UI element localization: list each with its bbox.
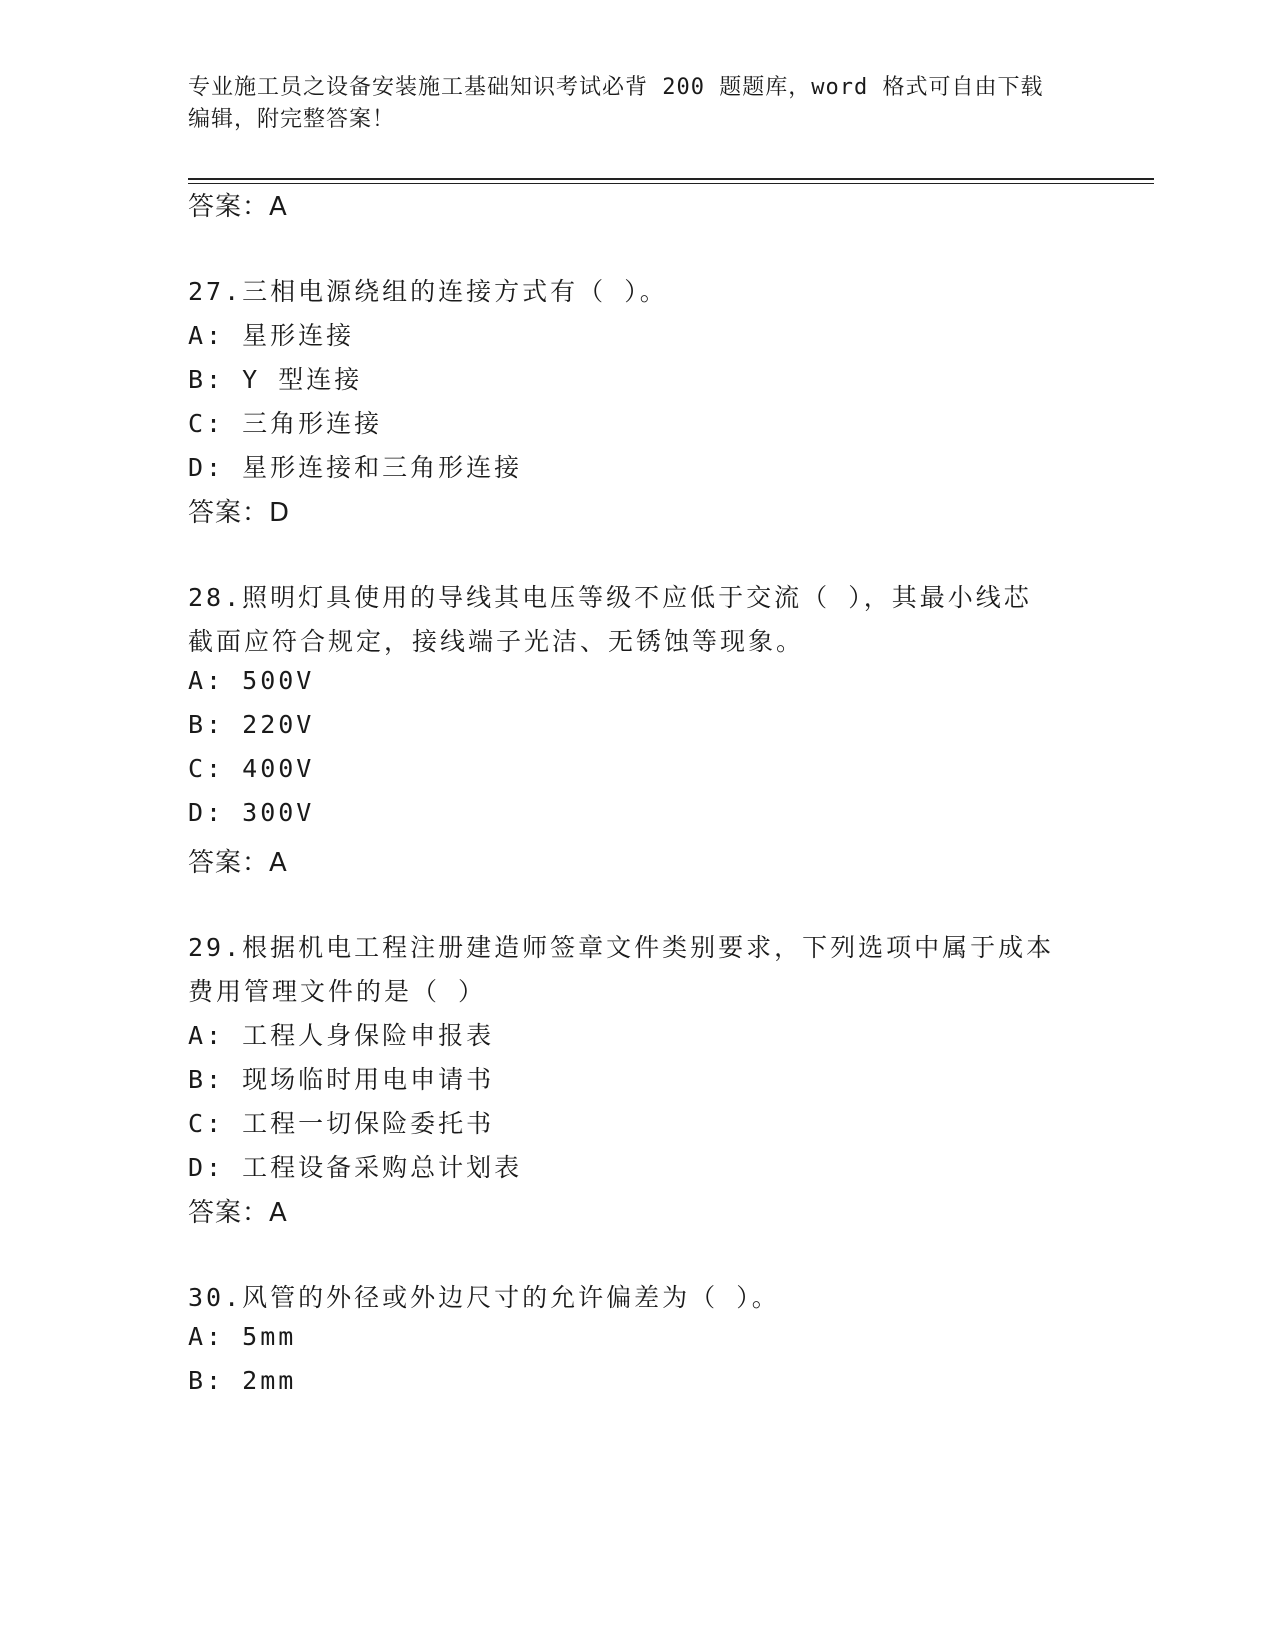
option-b: B: Y 型连接 (188, 365, 363, 394)
answer-line: 答案：A (188, 848, 288, 878)
header-divider-thick (188, 178, 1154, 180)
answer-line: 答案：A (188, 1198, 288, 1228)
question-stem-continued: 截面应符合规定，接线端子光洁、无锈蚀等现象。 (188, 627, 805, 656)
question-stem: 29.根据机电工程注册建造师签章文件类别要求，下列选项中属于成本 (188, 933, 1055, 962)
option-a: A: 500V (188, 666, 315, 695)
option-d: D: 工程设备采购总计划表 (188, 1153, 523, 1182)
option-a: A: 5mm (188, 1322, 297, 1351)
question-stem-continued: 费用管理文件的是（ ） (188, 977, 487, 1006)
option-a: A: 工程人身保险申报表 (188, 1021, 495, 1050)
option-c: C: 400V (188, 754, 315, 783)
header-line-2: 编辑，附完整答案！ (188, 107, 396, 132)
option-a: A: 星形连接 (188, 321, 355, 350)
option-b: B: 2mm (188, 1366, 297, 1395)
option-b: B: 220V (188, 710, 315, 739)
document-header (188, 72, 1068, 136)
option-c: C: 三角形连接 (188, 409, 383, 438)
question-stem: 27.三相电源绕组的连接方式有（ ）。 (188, 277, 668, 306)
option-d: D: 星形连接和三角形连接 (188, 453, 523, 482)
header-line-1: 专业施工员之设备安装施工基础知识考试必背 200 题题库，word 格式可自由下载 (188, 75, 1044, 100)
question-stem: 30.风管的外径或外边尺寸的允许偏差为（ ）。 (188, 1283, 780, 1312)
option-b: B: 现场临时用电申请书 (188, 1065, 495, 1094)
header-divider-thin (188, 183, 1154, 184)
option-c: C: 工程一切保险委托书 (188, 1109, 495, 1138)
option-d: D: 300V (188, 798, 315, 827)
answer-line: 答案：D (188, 498, 291, 528)
answer-line: 答案：A (188, 192, 288, 222)
question-stem: 28.照明灯具使用的导线其电压等级不应低于交流（ ），其最小线芯 (188, 583, 1032, 612)
